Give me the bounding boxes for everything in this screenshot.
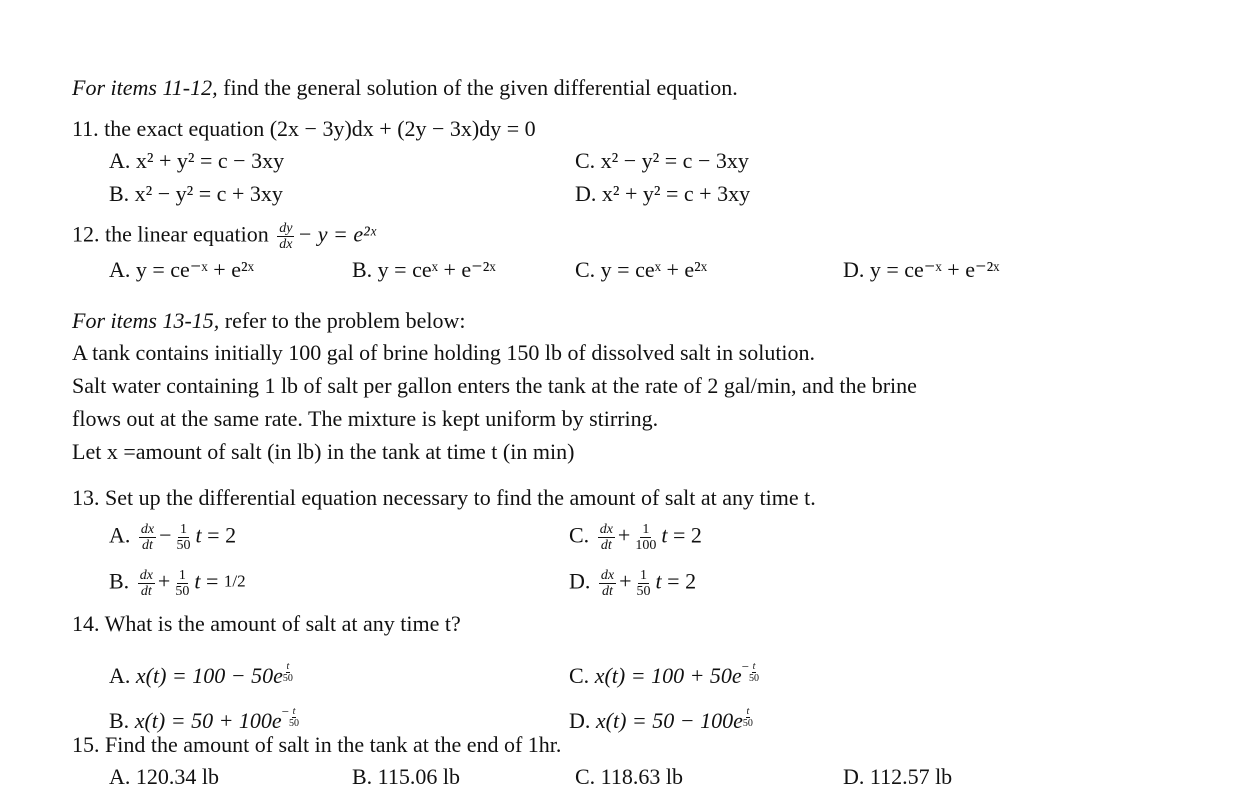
dx-dt-fraction <box>139 522 156 553</box>
option-label: B. <box>109 708 135 733</box>
q11-option-c: C. x² − y² = c − 3xy <box>575 148 749 173</box>
q12-option-a: A. y = ce⁻ˣ + e²ˣ <box>109 257 254 282</box>
intro-items-13-15 <box>72 308 465 334</box>
exponent-sign: − <box>281 704 290 719</box>
question-14: 14. What is the amount of salt at any time t? <box>72 611 461 636</box>
coefficient-fraction <box>633 522 658 553</box>
intro-italic: For items 13-15, <box>72 308 220 333</box>
exponent-fraction <box>283 661 293 684</box>
intro-text: refer to the problem below: <box>219 308 466 333</box>
option-label: C. <box>569 663 590 688</box>
rhs: 1/2 <box>223 571 246 591</box>
q14-option-c <box>569 654 759 689</box>
variable-t: t <box>655 568 662 594</box>
q12-option-b: B. y = ceˣ + e⁻²ˣ <box>352 257 496 282</box>
numerator: t <box>286 661 290 672</box>
option-label: D. <box>569 568 591 594</box>
denominator: dx <box>279 237 293 252</box>
question-13: 13. Set up the differential equation necessary to find the amount of salt at any time t. <box>72 485 816 510</box>
operator: + <box>617 522 631 548</box>
exponent-sign: − <box>741 659 750 674</box>
denominator: 50 <box>749 673 760 684</box>
option-label: A. <box>109 522 131 548</box>
expression: x(t) = 50 + 100e <box>134 708 282 733</box>
numerator: 1 <box>178 568 186 583</box>
coefficient-fraction <box>173 568 191 599</box>
q14-option-d <box>569 699 753 734</box>
question-15: 15. Find the amount of salt in the tank at the end of 1hr. <box>72 732 562 757</box>
numerator: dx <box>140 522 155 537</box>
denominator: 100 <box>635 538 657 553</box>
denominator: 50 <box>282 673 293 684</box>
option-label: B. <box>109 568 130 594</box>
denominator: dt <box>140 584 152 599</box>
exponent-fraction <box>749 661 759 684</box>
problem-line-3: flows out at the same rate. The mixture is kept uniform by stirring. <box>72 406 659 431</box>
q15-option-a: A. 120.34 lb <box>109 764 219 789</box>
coefficient-fraction <box>175 522 193 553</box>
dx-dt-fraction <box>598 522 615 553</box>
denominator: 50 <box>289 718 300 729</box>
q13-option-a <box>109 522 236 553</box>
coefficient-fraction <box>635 568 653 599</box>
option-label: A. <box>109 663 131 688</box>
denominator: dt <box>602 584 613 599</box>
expression: x(t) = 50 − 100e <box>595 708 743 733</box>
problem-line-1: A tank contains initially 100 gal of brine holding 150 lb of dissolved salt in solution. <box>72 340 816 365</box>
variable-t: t <box>194 568 201 594</box>
q15-option-b: B. 115.06 lb <box>352 764 460 789</box>
dy-dx-fraction <box>277 221 294 252</box>
variable-t: t <box>195 522 202 548</box>
equals: = <box>667 568 680 594</box>
q12-option-d: D. y = ce⁻ˣ + e⁻²ˣ <box>843 257 1000 282</box>
expression: x(t) = 100 + 50e <box>594 663 742 688</box>
operator: + <box>157 568 171 594</box>
numerator: t <box>752 661 756 672</box>
q15-option-c: C. 118.63 lb <box>575 764 683 789</box>
numerator: t <box>746 706 750 717</box>
denominator: 50 <box>742 718 753 729</box>
operator: − <box>159 522 172 548</box>
numerator: 1 <box>642 522 650 537</box>
q14-option-b <box>109 699 299 734</box>
option-label: D. <box>569 708 591 733</box>
denominator: dt <box>142 538 153 553</box>
expression: x(t) = 100 − 50e <box>135 663 283 688</box>
intro-items-11-12 <box>72 75 738 101</box>
q13-option-b <box>109 568 246 599</box>
denominator: 50 <box>175 584 190 599</box>
exponent-fraction <box>289 706 299 729</box>
numerator: t <box>292 706 296 717</box>
equals: = <box>207 522 220 548</box>
dx-dt-fraction <box>599 568 616 599</box>
rhs: 2 <box>690 522 702 548</box>
denominator: dt <box>600 538 612 553</box>
intro-text: find the general solution of the given differential equation. <box>217 75 738 100</box>
numerator: 1 <box>180 522 188 537</box>
dx-dt-fraction <box>138 568 155 599</box>
variable-t: t <box>661 522 668 548</box>
numerator: 1 <box>640 568 648 583</box>
denominator: 50 <box>176 538 191 553</box>
q13-option-d <box>569 568 696 599</box>
equals: = <box>672 522 686 548</box>
q12-prefix: 12. the linear equation <box>72 221 269 247</box>
operator: + <box>619 568 632 594</box>
numerator: dx <box>139 568 153 583</box>
q15-option-d: D. 112.57 lb <box>843 764 953 789</box>
exponent-fraction <box>743 706 753 729</box>
rhs: 2 <box>685 568 697 594</box>
q11-option-a: A. x² + y² = c − 3xy <box>109 148 285 173</box>
problem-line-4: Let x =amount of salt (in lb) in the tank at time t (in min) <box>72 439 575 464</box>
intro-italic: For items 11-12, <box>72 75 218 100</box>
denominator: 50 <box>636 584 651 599</box>
problem-line-2: Salt water containing 1 lb of salt per gallon enters the tank at the rate of 2 gal/min, and the brine <box>72 373 917 398</box>
numerator: dy <box>279 221 293 236</box>
q13-option-c <box>569 522 702 553</box>
question-11: 11. the exact equation (2x − 3y)dx + (2y − 3x)dy = 0 <box>72 116 536 141</box>
numerator: dx <box>600 568 615 583</box>
question-12 <box>72 221 376 252</box>
q12-option-c: C. y = ceˣ + e²ˣ <box>575 257 708 282</box>
q11-option-d: D. x² + y² = c + 3xy <box>575 181 751 206</box>
rhs: 2 <box>225 522 237 548</box>
q11-option-b: B. x² − y² = c + 3xy <box>109 181 283 206</box>
equals: = <box>205 568 219 594</box>
q14-option-a <box>109 654 293 689</box>
q12-suffix: − y = e²ˣ <box>297 221 376 247</box>
numerator: dx <box>599 522 613 537</box>
option-label: C. <box>569 522 590 548</box>
